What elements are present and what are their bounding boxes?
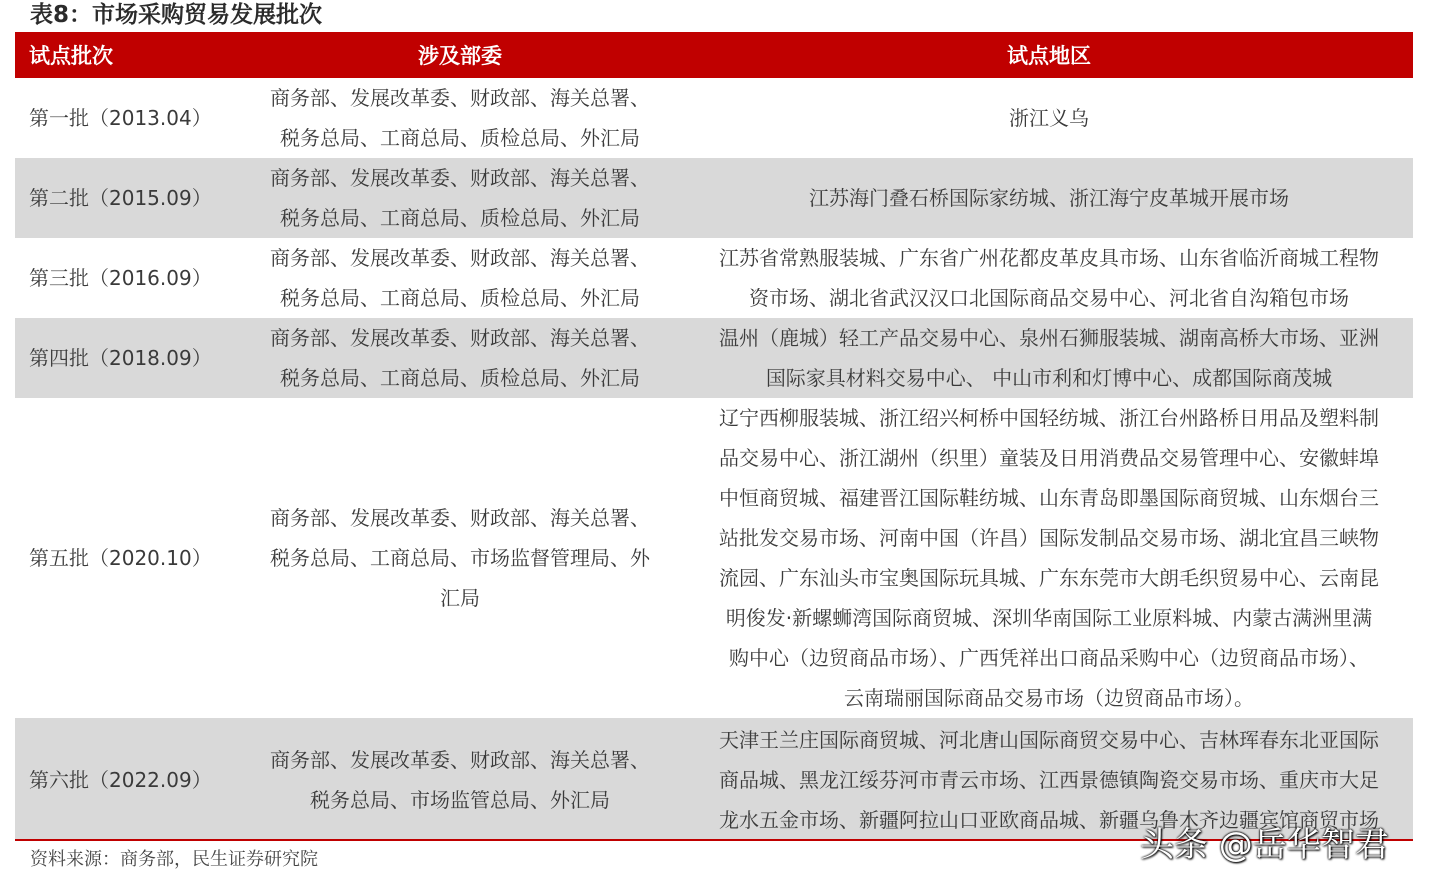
watermark: 头条 @岳华智君 (1140, 825, 1389, 865)
regions-line: 明俊发·新螺蛳湾国际商贸城、深圳华南国际工业原料城、内蒙古满洲里满 (725, 606, 1373, 630)
regions-line: 站批发交易市场、河南中国（许昌）国际发制品交易市场、湖北宜昌三峡物 (719, 526, 1379, 550)
ministries-line: 商务部、发展改革委、财政部、海关总署、 (270, 166, 650, 190)
ministries-line: 商务部、发展改革委、财政部、海关总署、 (270, 506, 650, 530)
ministries-cell (235, 78, 685, 158)
regions-line: 购中心（边贸商品市场）、广西凭祥出口商品采购中心（边贸商品市场）、 (729, 646, 1369, 670)
ministries-cell (235, 158, 685, 238)
table-title: 表8：市场采购贸易发展批次 (30, 2, 323, 28)
ministries-line: 税务总局、市场监管总局、外汇局 (310, 788, 610, 812)
header-ministries: 涉及部委 (418, 44, 502, 68)
table-row (15, 238, 1413, 318)
regions-line: 国际家具材料交易中心、 中山市利和灯博中心、成都国际商茂城 (765, 366, 1333, 390)
regions-line: 商品城、黑龙江绥芬河市青云市场、江西景德镇陶瓷交易市场、重庆市大足 (719, 768, 1379, 792)
ministries-cell (235, 718, 685, 820)
regions-line: 江苏省常熟服装城、广东省广州花都皮革皮具市场、山东省临沂商城工程物 (719, 246, 1379, 270)
batch-cell: 第四批（2018.09） (29, 346, 212, 370)
regions-line: 江苏海门叠石桥国际家纺城、浙江海宁皮革城开展市场 (809, 186, 1289, 210)
data-table (15, 32, 1413, 839)
ministries-cell (235, 318, 685, 398)
ministries-line: 商务部、发展改革委、财政部、海关总署、 (270, 326, 650, 350)
ministries-line: 商务部、发展改革委、财政部、海关总署、 (270, 86, 650, 110)
ministries-line: 税务总局、工商总局、市场监督管理局、外 (270, 546, 650, 570)
ministries-line: 税务总局、工商总局、质检总局、外汇局 (280, 366, 640, 390)
ministries-line: 商务部、发展改革委、财政部、海关总署、 (270, 748, 650, 772)
regions-cell (685, 238, 1413, 318)
batch-cell: 第三批（2016.09） (29, 266, 212, 290)
regions-cell (685, 318, 1413, 398)
ministries-line: 税务总局、工商总局、质检总局、外汇局 (280, 206, 640, 230)
ministries-line: 商务部、发展改革委、财政部、海关总署、 (270, 246, 650, 270)
regions-cell (685, 98, 1413, 138)
batch-cell: 第五批（2020.10） (29, 546, 212, 570)
batch-cell: 第六批（2022.09） (29, 768, 212, 792)
ministries-cell (235, 238, 685, 318)
ministries-line: 税务总局、工商总局、质检总局、外汇局 (280, 286, 640, 310)
regions-line: 辽宁西柳服装城、浙江绍兴柯桥中国轻纺城、浙江台州路桥日用品及塑料制 (719, 406, 1379, 430)
header-regions: 试点地区 (1007, 44, 1091, 68)
ministries-line: 汇局 (440, 586, 480, 610)
regions-line: 天津王兰庄国际商贸城、河北唐山国际商贸交易中心、吉林珲春东北亚国际 (719, 728, 1379, 752)
batch-cell: 第二批（2015.09） (29, 186, 212, 210)
regions-line: 云南瑞丽国际商品交易市场（边贸商品市场）。 (844, 686, 1254, 710)
header-batch: 试点批次 (29, 44, 113, 68)
regions-line: 流园、广东汕头市宝奥国际玩具城、广东东莞市大朗毛织贸易中心、云南昆 (719, 566, 1379, 590)
ministries-cell (235, 498, 685, 618)
table-row (15, 318, 1413, 398)
table-header (15, 32, 1413, 78)
regions-cell (685, 178, 1413, 218)
regions-line: 资市场、湖北省武汉汉口北国际商品交易中心、河北省自沟箱包市场 (749, 286, 1349, 310)
table-row (15, 78, 1413, 158)
ministries-line: 税务总局、工商总局、质检总局、外汇局 (280, 126, 640, 150)
regions-line: 温州（鹿城）轻工产品交易中心、泉州石狮服装城、湖南高桥大市场、亚洲 (719, 326, 1379, 350)
regions-cell (685, 398, 1413, 718)
regions-line: 浙江义乌 (1009, 106, 1089, 130)
regions-line: 龙水五金市场、新疆阿拉山口亚欧商品城、新疆乌鲁木齐边疆宾馆商贸市场 (719, 808, 1379, 832)
source-note: 资料来源：商务部，民生证券研究院 (30, 849, 318, 870)
regions-line: 品交易中心、浙江湖州（织里）童装及日用消费品交易管理中心、安徽蚌埠 (719, 446, 1379, 470)
regions-line: 中恒商贸城、福建晋江国际鞋纺城、山东青岛即墨国际商贸城、山东烟台三 (719, 486, 1379, 510)
batch-cell: 第一批（2013.04） (29, 106, 212, 130)
table-row (15, 398, 1413, 718)
table-row (15, 158, 1413, 238)
